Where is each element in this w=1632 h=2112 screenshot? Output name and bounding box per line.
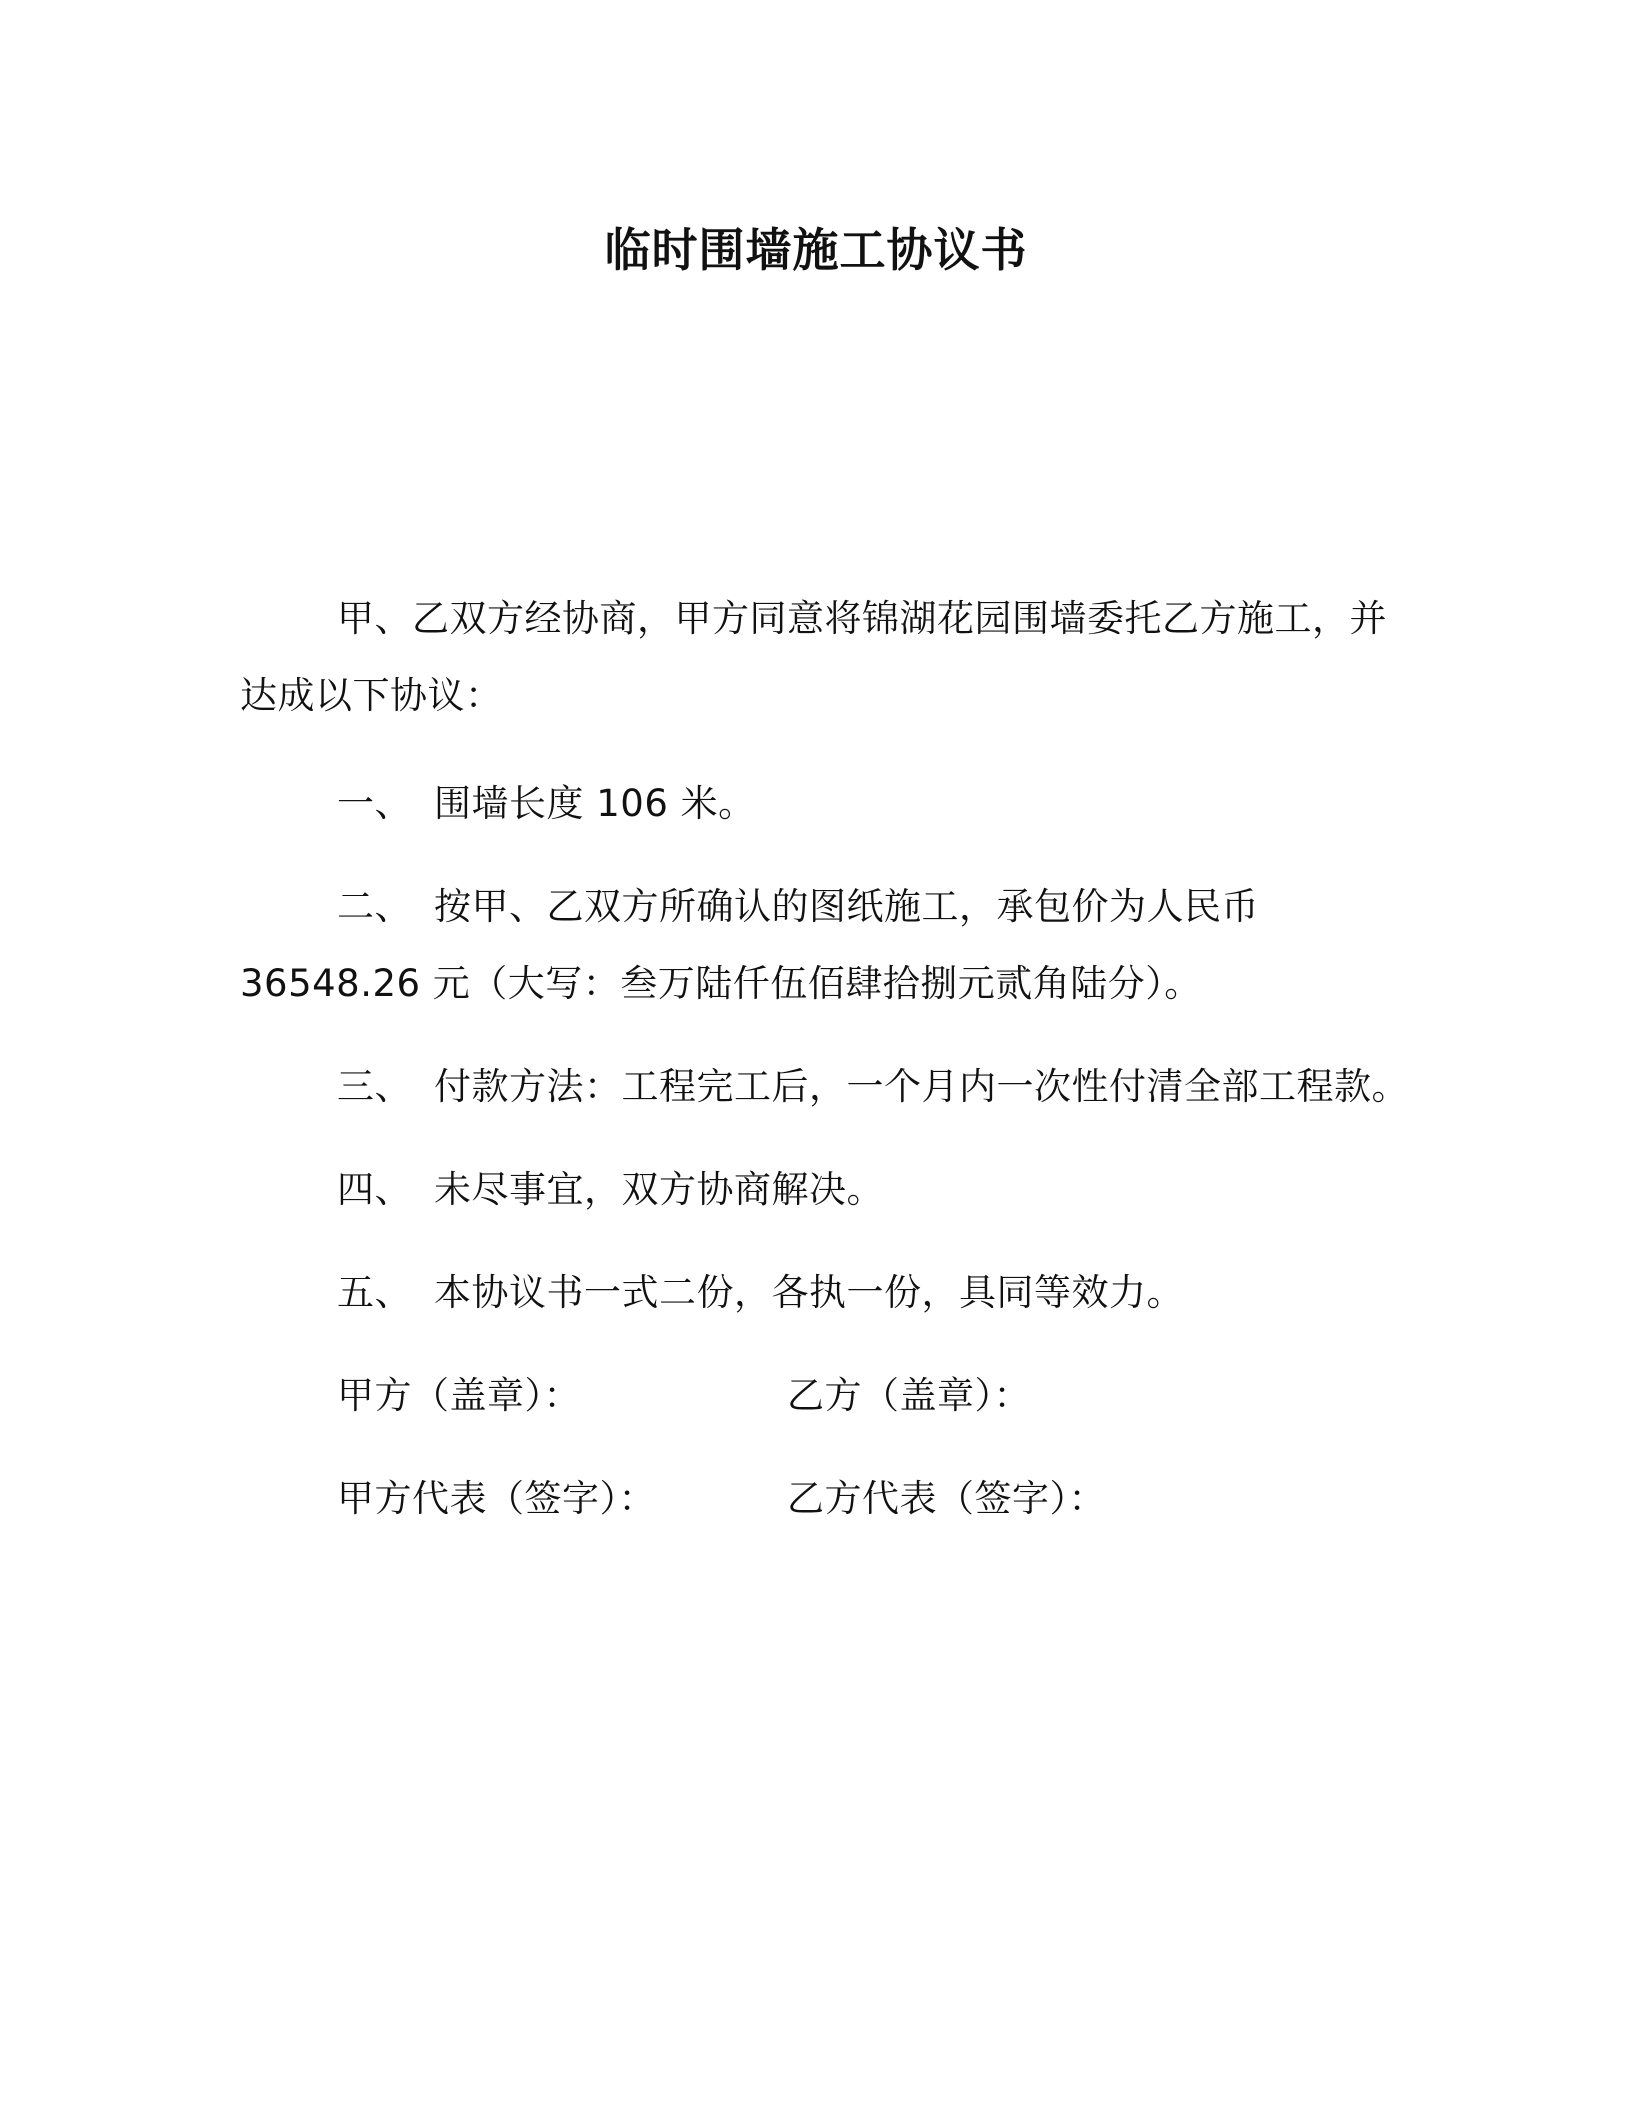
- clause-2-continuation: 36548.26 元（大写：叁万陆仟伍佰肆拾捌元贰角陆分）。: [240, 962, 1202, 1005]
- clause-3: [337, 1064, 1409, 1110]
- clause-5: [337, 1270, 1184, 1316]
- clause-number: 三、: [337, 1065, 412, 1108]
- party-b-seal-label: 乙方（盖章）：: [787, 1374, 1031, 1417]
- clause-text: 本协议书一式二份，各执一份，具同等效力。: [434, 1271, 1184, 1314]
- clause-number: 一、: [337, 782, 412, 825]
- intro-paragraph-line-2: 达成以下协议：: [240, 674, 503, 717]
- document-title: 临时围墙施工协议书: [604, 223, 1028, 277]
- clause-text: 按甲、乙双方所确认的图纸施工，承包价为人民币: [434, 885, 1259, 928]
- intro-paragraph-line-1: 甲、乙双方经协商，甲方同意将锦湖花园围墙委托乙方施工，并: [337, 597, 1387, 640]
- clause-4: [337, 1167, 884, 1213]
- clause-1: [337, 781, 756, 827]
- clause-text: 付款方法：工程完工后，一个月内一次性付清全部工程款。: [434, 1065, 1409, 1108]
- clause-text: 未尽事宜，双方协商解决。: [434, 1168, 884, 1211]
- clause-number: 二、: [337, 885, 412, 928]
- clause-text: 围墙长度 106 米。: [434, 782, 756, 825]
- clause-number: 四、: [337, 1168, 412, 1211]
- party-b-representative-label: 乙方代表（签字）：: [787, 1477, 1106, 1520]
- clause-2: [337, 884, 1259, 930]
- clause-number: 五、: [337, 1271, 412, 1314]
- party-a-representative-label: 甲方代表（签字）：: [337, 1477, 656, 1520]
- party-a-seal-label: 甲方（盖章）：: [337, 1374, 581, 1417]
